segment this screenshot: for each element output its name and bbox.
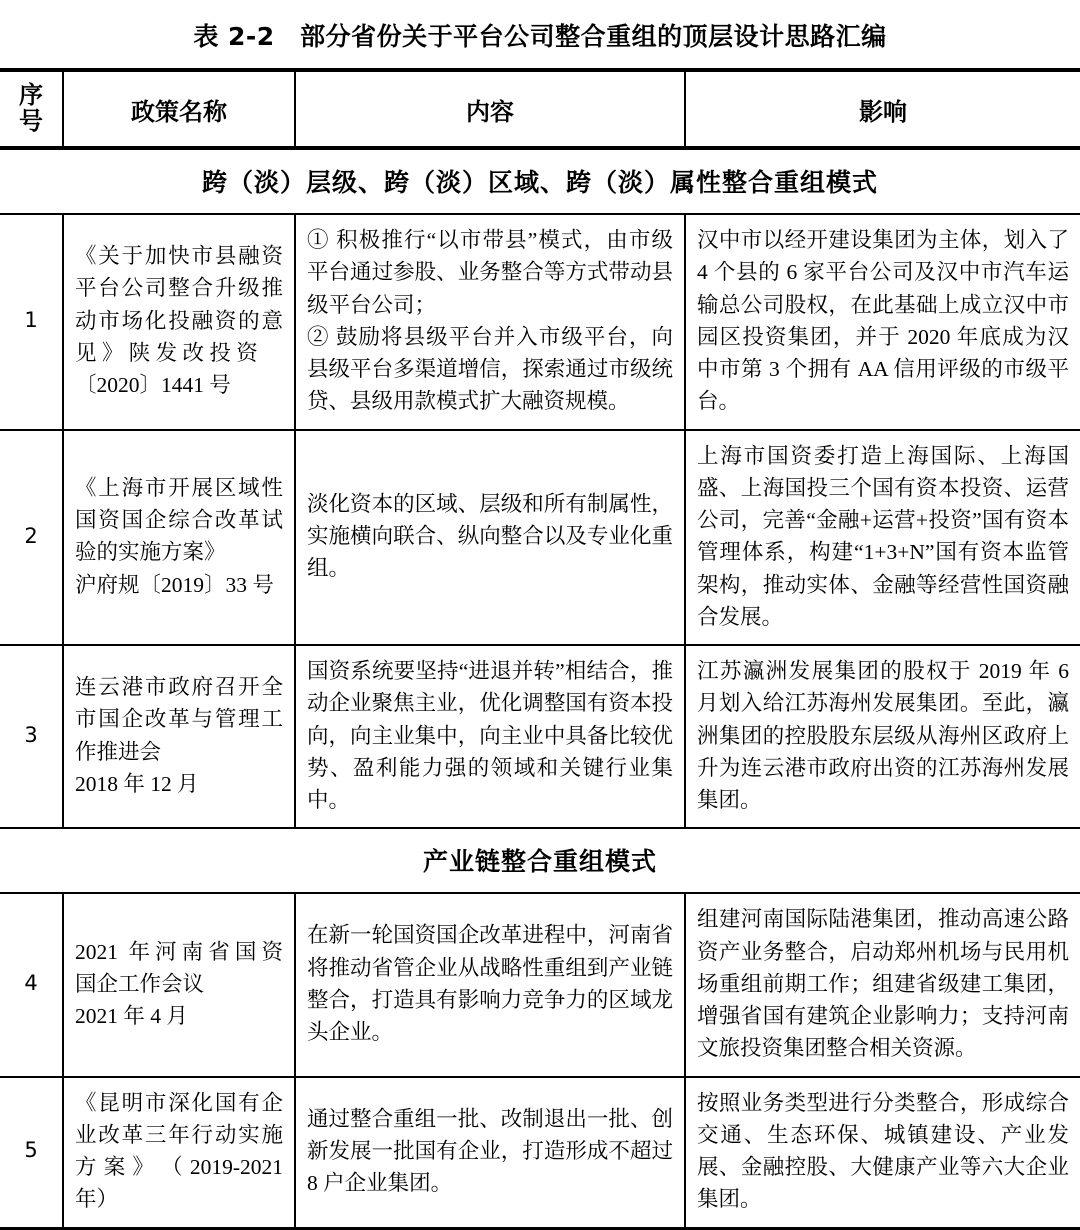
table-row bbox=[0, 214, 1080, 430]
column-header-sequence-line1: 序 bbox=[19, 81, 43, 110]
section-header-label: 跨（淡）层级、跨（淡）区域、跨（淡）属性整合重组模式 bbox=[0, 148, 1080, 214]
table-row bbox=[0, 893, 1080, 1076]
row-policy-name bbox=[63, 214, 295, 430]
row-content bbox=[295, 1077, 685, 1229]
section-header-row bbox=[0, 828, 1080, 893]
column-header-policy-name: 政策名称 bbox=[63, 70, 295, 148]
row-policy-name bbox=[63, 430, 295, 646]
policy-line: 见 》 陕 发 改 投 资 bbox=[75, 340, 258, 365]
page-title: 表 2-2 部分省份关于平台公司整合重组的顶层设计思路汇编 bbox=[193, 22, 887, 51]
policy-line: 《上海市开展区域性 bbox=[75, 475, 283, 500]
row-impact: 江苏瀛洲发展集团的股权于 2019 年 6 月划入给江苏海州发展集团。至此，瀛洲集团的控股股东层级从海州区政府上升为连云港市政府出资的江苏海州发展集团。 bbox=[685, 645, 1080, 828]
policy-line: 业改革三年行动实施 bbox=[75, 1122, 283, 1147]
table-row bbox=[0, 430, 1080, 646]
row-sequence: 1 bbox=[0, 214, 63, 430]
content-item: 淡化资本的区域、层级和所有制属性，实施横向联合、纵向整合以及专业化重组。 bbox=[307, 491, 673, 581]
column-header-impact: 影响 bbox=[685, 70, 1080, 148]
content-item: ② 鼓励将县级平台并入市级平台，向县级平台多渠道增信，探索通过市级统贷、县级用款模式扩大融资规模。 bbox=[307, 324, 673, 414]
policy-line: 方 案 》 （ 2019-2021 bbox=[75, 1155, 283, 1179]
row-content bbox=[295, 214, 685, 430]
policy-line: 验的实施方案》 bbox=[75, 540, 226, 565]
table-row bbox=[0, 645, 1080, 828]
row-impact: 按照业务类型进行分类整合，形成综合交通、生态环保、城镇建设、产业发展、金融控股、大健康产业等六大企业集团。 bbox=[685, 1077, 1080, 1229]
section-header-label: 产业链整合重组模式 bbox=[0, 828, 1080, 893]
row-impact: 汉中市以经开建设集团为主体，划入了 4 个县的 6 家平台公司及汉中市汽车运输总公司股权，在此基础上成立汉中市园区投资集团，并于 2020 年底成为汉中市第 3 个拥有 AA 信用评级的市级平台。 bbox=[685, 214, 1080, 430]
table-header-row bbox=[0, 70, 1080, 148]
row-content bbox=[295, 893, 685, 1076]
row-content bbox=[295, 645, 685, 828]
row-policy-name bbox=[63, 893, 295, 1076]
column-header-sequence bbox=[0, 70, 63, 148]
policy-line: 国资国企综合改革试 bbox=[75, 508, 283, 532]
column-header-sequence-line2: 号 bbox=[19, 107, 43, 135]
policy-line: 《昆明市深化国有企 bbox=[75, 1090, 283, 1115]
row-policy-name bbox=[63, 1077, 295, 1229]
table-row bbox=[0, 1077, 1080, 1229]
row-impact: 上海市国资委打造上海国际、上海国盛、上海国投三个国有资本投资、运营公司，完善“金融+运营+投资”国有资本管理体系，构建“1+3+N”国有资本监管架构，推动实体、金融等经营性国资融合发展。 bbox=[685, 430, 1080, 646]
policy-line: 作推进会 bbox=[75, 739, 162, 764]
content-item: 通过整合重组一批、改制退出一批、创新发展一批国有企业，打造形成不超过 8 户企业集团。 bbox=[307, 1106, 673, 1196]
policy-line: 动市场化投融资的意 bbox=[75, 308, 283, 333]
policy-summary-table bbox=[0, 68, 1080, 1230]
content-item: ① 积极推行“以市带县”模式，由市级平台通过参股、业务整合等方式带动县级平台公司； bbox=[307, 228, 673, 317]
policy-line: 〔2020〕1441 号 bbox=[75, 373, 231, 398]
policy-line: 连云港市政府召开全 bbox=[75, 675, 283, 700]
policy-line: 《关于加快市县融资 bbox=[75, 244, 283, 269]
row-sequence: 5 bbox=[0, 1077, 63, 1229]
row-sequence: 4 bbox=[0, 893, 63, 1076]
policy-line: 年） bbox=[75, 1187, 119, 1212]
row-impact: 组建河南国际陆港集团，推动高速公路资产业务整合，启动郑州机场与民用机场重组前期工作；组建省级建工集团，增强省国有建筑企业影响力；支持河南文旅投资集团整合相关资源。 bbox=[685, 893, 1080, 1076]
row-policy-name bbox=[63, 645, 295, 828]
policy-line: 市国企改革与管理工 bbox=[75, 707, 283, 732]
policy-line: 沪府规〔2019〕33 号 bbox=[75, 572, 274, 597]
row-content bbox=[295, 430, 685, 646]
policy-line: 国企工作会议 bbox=[75, 971, 205, 996]
policy-line: 2021 年河南省国资 bbox=[75, 939, 283, 964]
column-header-content: 内容 bbox=[295, 70, 685, 148]
row-sequence: 3 bbox=[0, 645, 63, 828]
section-header-row bbox=[0, 148, 1080, 214]
row-sequence: 2 bbox=[0, 430, 63, 646]
content-item: 国资系统要坚持“进退并转”相结合，推动企业聚焦主业，优化调整国有资本投向，向主业集中，向主业中具备比较优势、盈利能力强的领域和关键行业集中。 bbox=[307, 659, 673, 812]
policy-line: 2018 年 12 月 bbox=[75, 771, 199, 796]
policy-line: 2021 年 4 月 bbox=[75, 1004, 188, 1028]
policy-line: 平台公司整合升级推 bbox=[75, 276, 283, 301]
content-item: 在新一轮国资国企改革进程中，河南省将推动省管企业从战略性重组到产业链整合，打造具有影响力竞争力的区域龙头企业。 bbox=[307, 923, 673, 1045]
